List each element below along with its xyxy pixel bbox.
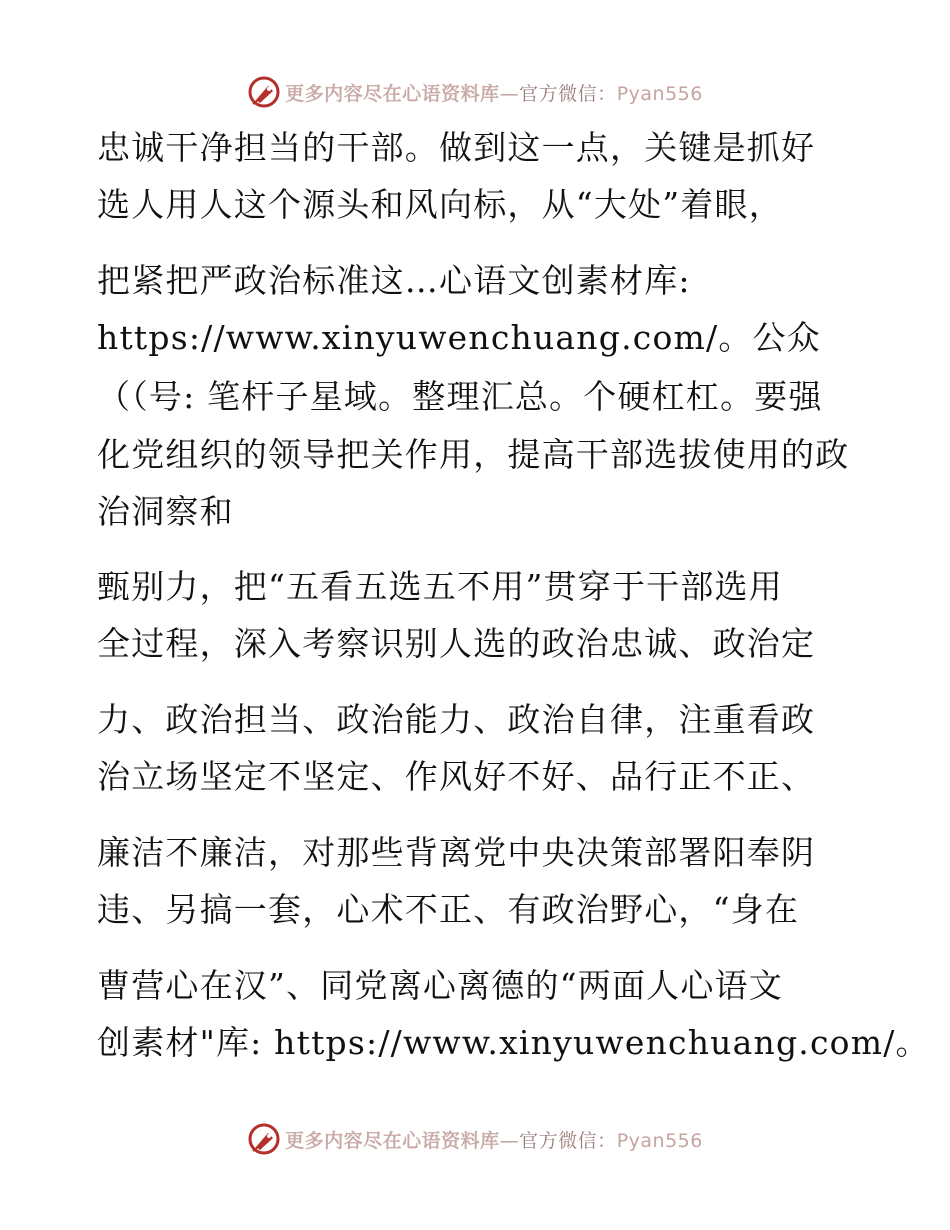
body-line-15: 创素材"库: https://www.xinyuwenchuang.com/。: [97, 1023, 930, 1062]
header-text: [285, 79, 703, 106]
header-banner: [0, 72, 950, 112]
body-line-2: 选人用人这个源头和风向标，从“大处”着眼，: [97, 185, 783, 224]
footer-wechat-id: Pyan556: [616, 1129, 703, 1152]
body-line-6: 化党组织的领导把关作用，提高干部选拔使用的政: [97, 435, 850, 474]
pen-nib-logo-icon: [247, 1122, 281, 1156]
body-line-5: （（号: 笔杆子星域。整理汇总。个硬杠杠。要强: [97, 377, 823, 416]
body-line-11: 治立场坚定不坚定、作风好不好、品行正不正、: [97, 757, 816, 796]
body-line-12: 廉洁不廉洁，对那些背离党中央决策部署阳奉阴: [97, 833, 816, 872]
body-line-14: 曹营心在汉”、同党离心离德的“两面人心语文: [97, 966, 783, 1005]
header-brand: 更多内容尽在心语资料库: [285, 82, 500, 105]
body-line-1: 忠诚干净担当的干部。做到这一点，关键是抓好: [97, 128, 816, 167]
header-wechat-label: 官方微信：: [519, 82, 617, 105]
body-line-7: 治洞察和: [97, 492, 234, 531]
footer-wechat-label: 官方微信：: [519, 1129, 617, 1152]
body-line-8: 甄别力，把“五看五选五不用”贯穿于干部选用: [97, 567, 783, 606]
header-separator: —: [499, 82, 520, 105]
footer-text: [285, 1126, 703, 1153]
body-line-4: https://www.xinyuwenchuang.com/。公众: [97, 318, 821, 357]
header-wechat-id: Pyan556: [616, 82, 703, 105]
body-line-3: 把紧把严政治标准这…心语文创素材库:: [97, 261, 691, 300]
pen-nib-logo-icon: [247, 75, 281, 109]
body-line-13: 违、另搞一套，心术不正、有政治野心，“身在: [97, 890, 800, 929]
body-line-10: 力、政治担当、政治能力、政治自律，注重看政: [97, 700, 816, 739]
body-line-9: 全过程，深入考察识别人选的政治忠诚、政治定: [97, 624, 816, 663]
footer-banner: [0, 1119, 950, 1159]
footer-brand: 更多内容尽在心语资料库: [285, 1129, 500, 1152]
footer-separator: —: [499, 1129, 520, 1152]
